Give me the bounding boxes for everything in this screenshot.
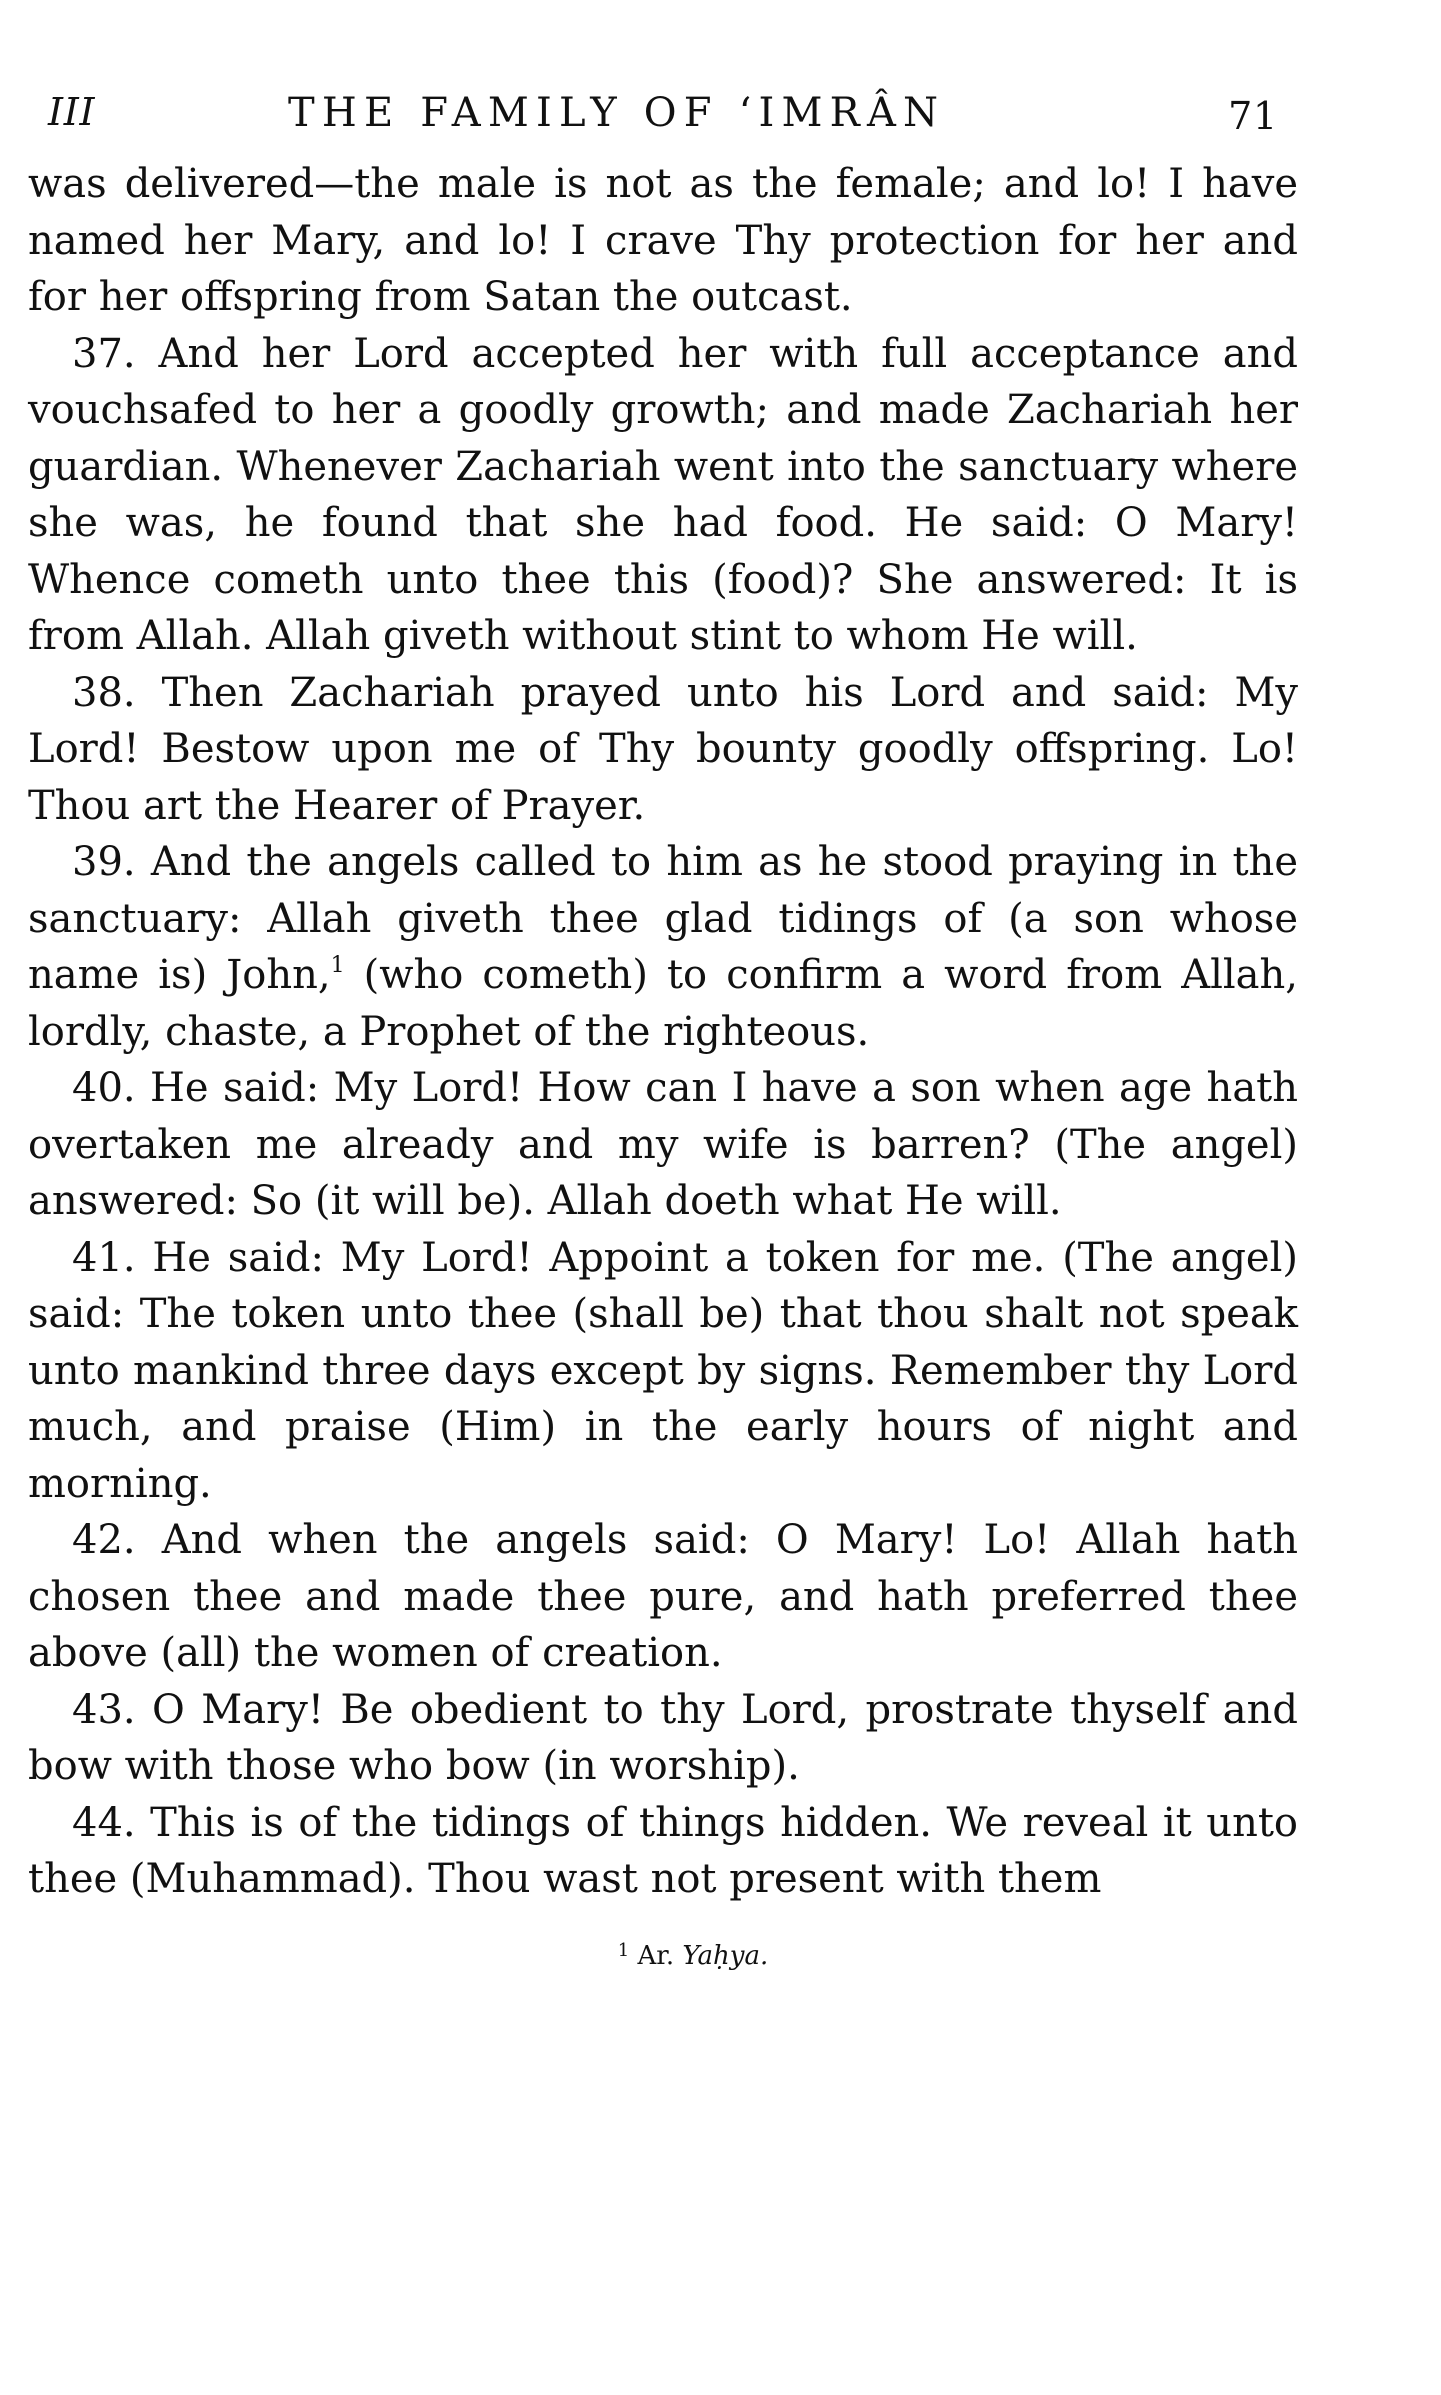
running-head bbox=[28, 80, 1298, 150]
verse-39-text-after: (who cometh) to confirm a word from Allah, lordly, chaste, a Prophet of the righteous. bbox=[28, 952, 1299, 1055]
body-text bbox=[28, 156, 1298, 1908]
page-number: 71 bbox=[1228, 94, 1278, 138]
footnote-reference: 1 bbox=[330, 953, 345, 978]
verse-37: 37. And her Lord accepted her with full acceptance and vouchsafed to her a goodly growth; and made Zachariah her guardian. Whenever Zachariah went into the sanctuary where she was, he found that she had food. He said: O Mary! Whence cometh unto thee this (food)? She answered: It is from Allah. Allah giveth without stint to whom He will. bbox=[28, 330, 1298, 659]
verse-41: 41. He said: My Lord! Appoint a token for me. (The angel) said: The token unto thee (shall be) that thou shalt not speak unto mankind three days except by signs. Remember thy Lord much, and praise (Him) in the early hours of night and morning. bbox=[28, 1234, 1298, 1507]
footnote-abbrev: Ar. bbox=[637, 1940, 675, 1971]
footnote bbox=[28, 1940, 1298, 1971]
verse-39-text-before: 39. And the angels called to him as he stood praying in the sanctuary: Allah giveth thee glad tidings of (a son whose name is) John, bbox=[28, 839, 1298, 998]
chapter-title: THE FAMILY OF ‘IMRÂN bbox=[288, 90, 946, 136]
book-page bbox=[28, 80, 1298, 1971]
footnote-marker: 1 bbox=[617, 1939, 630, 1961]
chapter-number: III bbox=[48, 90, 96, 134]
verse-42: 42. And when the angels said: O Mary! Lo! Allah hath chosen thee and made thee pure, and hath preferred thee above (all) the women of creation. bbox=[28, 1517, 1298, 1676]
verse-38: 38. Then Zachariah prayed unto his Lord and said: My Lord! Bestow upon me of Thy bounty goodly offspring. Lo! Thou art the Hearer of Prayer. bbox=[28, 669, 1298, 829]
verse-40: 40. He said: My Lord! How can I have a son when age hath overtaken me already and my wife is barren? (The angel) answered: So (it will be). Allah doeth what He will. bbox=[28, 1065, 1298, 1224]
verse-44: 44. This is of the tidings of things hidden. We reveal it unto thee (Muhammad). Thou wast not present with them bbox=[28, 1799, 1298, 1902]
footnote-word: Yaḥya. bbox=[682, 1940, 769, 1971]
paragraph-continuation: was delivered—the male is not as the female; and lo! I have named her Mary, and lo! I crave Thy protection for her and for her offspring from Satan the outcast. bbox=[28, 161, 1298, 320]
verse-43: 43. O Mary! Be obedient to thy Lord, prostrate thyself and bow with those who bow (in worship). bbox=[28, 1686, 1298, 1789]
verse-39 bbox=[28, 834, 1298, 1060]
